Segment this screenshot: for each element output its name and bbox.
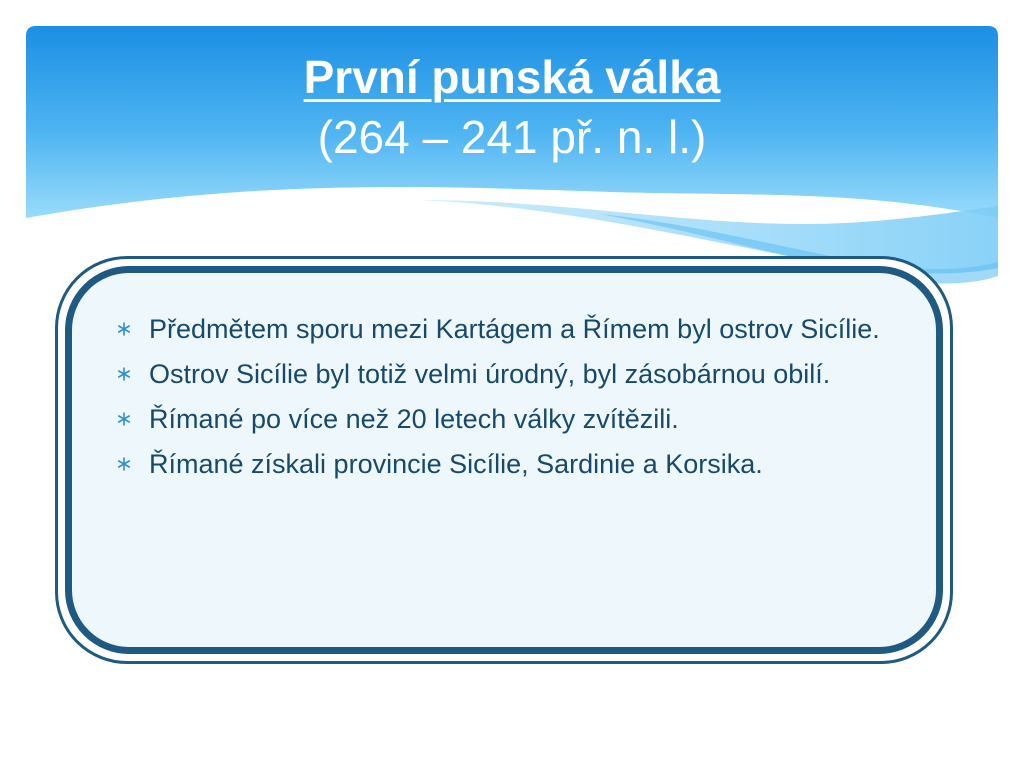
bullet-item xyxy=(117,356,907,392)
asterisk-icon xyxy=(117,367,131,381)
slide-subtitle: (264 – 241 př. n. l.) xyxy=(317,111,707,163)
bullet-item xyxy=(117,311,907,347)
bullet-text: Ostrov Sicílie byl totiž velmi úrodný, byl zásobárnou obilí. xyxy=(149,359,831,389)
title-block xyxy=(0,48,1024,168)
asterisk-icon xyxy=(117,322,131,336)
bullet-item xyxy=(117,401,907,437)
asterisk-icon xyxy=(117,457,131,471)
content-frame xyxy=(55,256,953,664)
bullet-list xyxy=(117,311,907,491)
content-panel xyxy=(65,266,943,654)
asterisk-icon xyxy=(117,412,131,426)
bullet-item xyxy=(117,446,907,482)
bullet-text: Předmětem sporu mezi Kartágem a Římem byl ostrov Sicílie. xyxy=(149,314,880,344)
slide-title: První punská válka xyxy=(303,51,721,103)
bullet-text: Římané získali provincie Sicílie, Sardinie a Korsika. xyxy=(149,449,763,479)
bullet-text: Římané po více než 20 letech války zvítězili. xyxy=(149,404,679,434)
